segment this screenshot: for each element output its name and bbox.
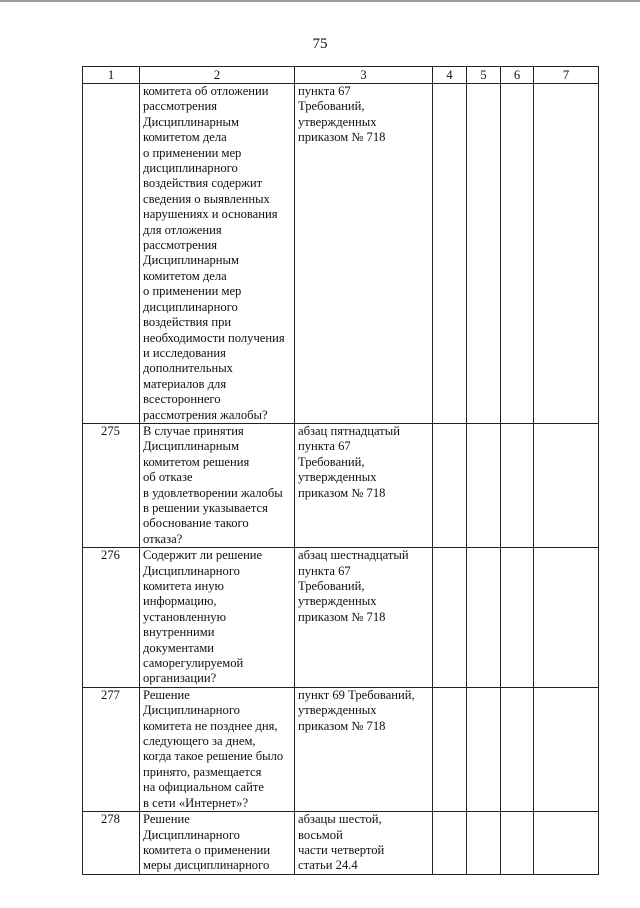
empty-cell	[534, 548, 599, 688]
table-row	[83, 687, 599, 811]
table-row	[83, 548, 599, 688]
table-row	[83, 812, 599, 875]
empty-cell	[467, 548, 501, 688]
empty-cell	[433, 812, 467, 875]
empty-cell	[534, 812, 599, 875]
column-header-7: 7	[534, 67, 599, 84]
table-header-row	[83, 67, 599, 84]
question-cell: Решение Дисциплинарного комитета не позднее дня, следующего за днем, когда такое решение было принято, размещается на официальном сайте в сети «Интернет»?	[140, 687, 295, 811]
table-row	[83, 423, 599, 547]
row-number: 276	[83, 548, 140, 688]
question-cell: Решение Дисциплинарного комитета о применении меры дисциплинарного	[140, 812, 295, 875]
empty-cell	[534, 84, 599, 424]
empty-cell	[467, 423, 501, 547]
column-header-4: 4	[433, 67, 467, 84]
question-cell: В случае принятия Дисциплинарным комитетом решения об отказе в удовлетворении жалобы в решении указывается обоснование такого отказа?	[140, 423, 295, 547]
column-header-5: 5	[467, 67, 501, 84]
requirements-table	[82, 66, 599, 875]
row-number	[83, 84, 140, 424]
column-header-1: 1	[83, 67, 140, 84]
empty-cell	[433, 423, 467, 547]
page-number: 75	[312, 36, 328, 52]
column-header-3: 3	[295, 67, 433, 84]
empty-cell	[534, 423, 599, 547]
empty-cell	[467, 812, 501, 875]
row-number: 278	[83, 812, 140, 875]
empty-cell	[501, 548, 534, 688]
row-number: 277	[83, 687, 140, 811]
column-header-2: 2	[140, 67, 295, 84]
empty-cell	[501, 812, 534, 875]
table-row	[83, 84, 599, 424]
reference-cell: абзацы шестой, восьмой части четвертой статьи 24.4	[295, 812, 433, 875]
column-header-6: 6	[501, 67, 534, 84]
empty-cell	[433, 548, 467, 688]
question-cell: Содержит ли решение Дисциплинарного комитета иную информацию, установленную внутренними документами саморегулируемой организации?	[140, 548, 295, 688]
empty-cell	[433, 84, 467, 424]
empty-cell	[433, 687, 467, 811]
empty-cell	[534, 687, 599, 811]
reference-cell: абзац шестнадцатый пункта 67 Требований, утвержденных приказом № 718	[295, 548, 433, 688]
empty-cell	[501, 84, 534, 424]
scan-top-edge	[0, 0, 640, 2]
reference-cell: пункта 67 Требований, утвержденных приказом № 718	[295, 84, 433, 424]
question-cell: комитета об отложении рассмотрения Дисциплинарным комитетом дела о применении мер дисциплинарного воздействия содержит сведения о выявленных нарушениях и основания для отложения рассмотрения Дисциплинарным комитетом дела о применении мер дисциплинарного воздействия при необходимости получения и исследования дополнительных материалов для всестороннего рассмотрения жалобы?	[140, 84, 295, 424]
row-number: 275	[83, 423, 140, 547]
empty-cell	[467, 84, 501, 424]
reference-cell: абзац пятнадцатый пункта 67 Требований, утвержденных приказом № 718	[295, 423, 433, 547]
empty-cell	[501, 687, 534, 811]
empty-cell	[467, 687, 501, 811]
empty-cell	[501, 423, 534, 547]
reference-cell: пункт 69 Требований, утвержденных приказом № 718	[295, 687, 433, 811]
